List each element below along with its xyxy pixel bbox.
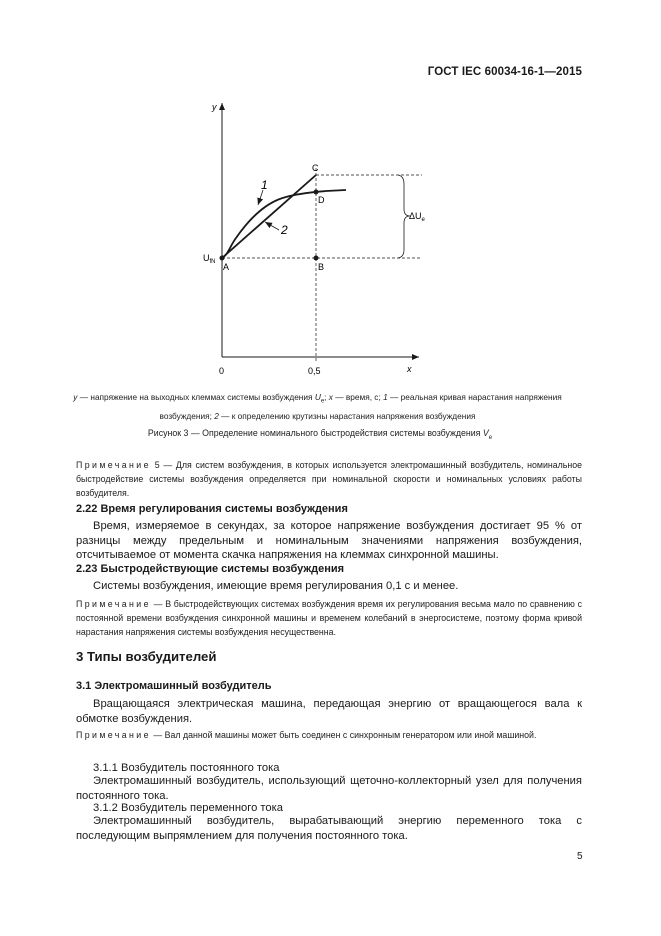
section-3-1-1-heading: 3.1.1 Возбудитель постоянного тока bbox=[93, 762, 280, 774]
origin-label: 0 bbox=[219, 366, 225, 376]
note-5: Примечание 5 — Для систем возбуждения, в которых используется электромашинный возбудитель, номинальное быстродействие системы возбуждения определяется при номинальной скорости и номинальных условиях работы возбудителя. bbox=[76, 460, 582, 498]
figure-3-graph bbox=[0, 0, 661, 400]
point-a-label: A bbox=[223, 262, 230, 272]
note-3-1: Примечание — Вал данной машины может быть соединен с синхронным генератором или иной машиной. bbox=[76, 730, 537, 740]
section-3-1-2-text: Электромашинный возбудитель, вырабатывающий энергию переменного тока с последующим выпрямлением для получения постоянного тока. bbox=[76, 815, 582, 842]
section-3-1-1-text: Электромашинный возбудитель, использующий щеточно-коллекторный узел для получения постоянного тока. bbox=[76, 775, 582, 802]
line-slope bbox=[222, 175, 316, 258]
pointer-2 bbox=[265, 222, 279, 230]
point-c-label: C bbox=[312, 163, 319, 173]
section-3-1-2-heading: 3.1.2 Возбудитель переменного тока bbox=[93, 802, 283, 814]
section-2-23-text: Системы возбуждения, имеющие время регулирования 0,1 с и менее. bbox=[93, 580, 459, 592]
section-3-1-text: Вращающаяся электрическая машина, передающая энергию от вращающегося вала к обмотке возбуждения. bbox=[76, 698, 582, 725]
pointer-1 bbox=[258, 190, 263, 205]
document-header: ГОСТ IEC 60034-16-1—2015 bbox=[427, 66, 582, 78]
page-number: 5 bbox=[577, 851, 583, 862]
uin-label: $U_{fN}$ bbox=[203, 253, 216, 265]
delta-ue-label: $\Delta U_e$ bbox=[409, 211, 425, 223]
section-2-23-heading: 2.23 Быстродействующие системы возбуждения bbox=[76, 563, 345, 575]
curve-1-label: 1 bbox=[261, 178, 268, 192]
note-2-23: Примечание — В быстродействующих системах возбуждения время их регулирования весьма мало по сравнению с постоянной времени возбуждения синхронной машины и временем колебаний в энергосистеме, поэтому форма кривой нарастания напряжения системы возбуждения несущественна. bbox=[76, 599, 582, 637]
point-d-dot bbox=[314, 190, 319, 195]
curve-2-label: 2 bbox=[281, 223, 288, 237]
point-b-dot bbox=[314, 256, 319, 261]
y-axis-label: y bbox=[212, 102, 217, 112]
section-2-22-heading: 2.22 Время регулирования системы возбуждения bbox=[76, 503, 348, 515]
figure-legend: y — напряжение на выходных клеммах системы возбуждения $U_e$; x — время, с; 1 — реальная кривая нарастания напряжения возбуждения; 2 — к определению крутизны нарастания напряжения возбуждения bbox=[73, 392, 562, 421]
point-b-label: B bbox=[318, 262, 325, 272]
x-axis-label: x bbox=[407, 364, 412, 374]
point-d-label: D bbox=[318, 195, 325, 205]
section-3-heading: 3 Типы возбудителей bbox=[76, 649, 217, 664]
point-a-dot bbox=[220, 256, 225, 261]
x-tick-label: 0,5 bbox=[308, 366, 321, 376]
figure-caption: Рисунок 3 — Определение номинального быстродействия системы возбуждения $V_e$ bbox=[147, 428, 493, 441]
section-2-22-text: Время, измеряемое в секундах, за которое напряжение возбуждения достигает 95 % от разницы между предельным и номинальным значениями напряжения возбуждения, отсчитываемое от момента скачка напряжения на клеммах синхронной машины. bbox=[76, 520, 582, 561]
section-3-1-heading: 3.1 Электромашинный возбудитель bbox=[76, 680, 272, 692]
